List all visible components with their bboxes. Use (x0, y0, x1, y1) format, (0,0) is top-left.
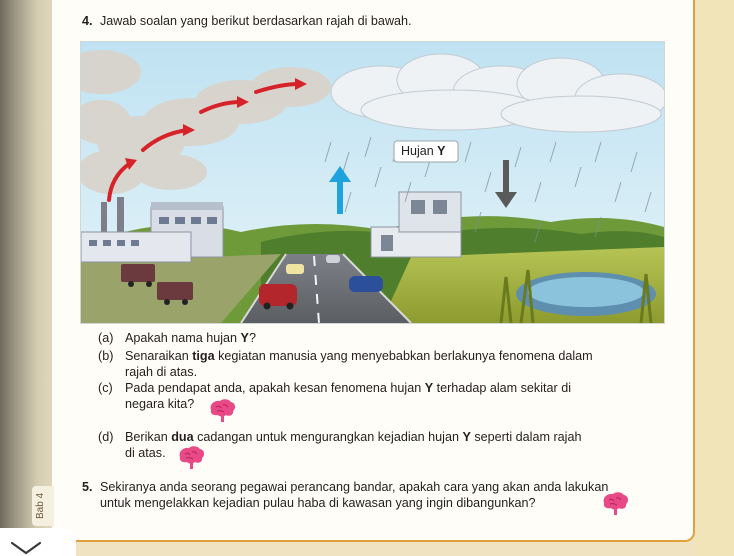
page-edge (696, 0, 734, 556)
brain-icon (207, 398, 237, 422)
brain-icon (176, 445, 206, 469)
acid-rain-illustration (80, 41, 665, 324)
illustration-svg (81, 42, 664, 323)
chapter-tab: Bab 4 (32, 486, 54, 526)
question-4c: (c) Pada pendapat anda, apakah kesan fenomena hujan Y terhadap alam sekitar di negara kita? (98, 381, 572, 411)
question-4b: (b) Senaraikan tiga kegiatan manusia yang menyebabkan berlakunya fenomena dalam rajah di atas. (98, 349, 593, 379)
chevron-down-icon (8, 540, 44, 556)
rain-label: Hujan Y (401, 144, 446, 158)
question-4a: (a) Apakah nama hujan Y? (98, 331, 256, 345)
collapse-button[interactable] (0, 528, 76, 556)
brain-icon (600, 491, 630, 515)
question-4d: (d) Berikan dua cadangan untuk mengurangkan kejadian hujan Y seperti dalam rajah di atas. (98, 430, 582, 460)
question-5: 5. Sekiranya anda seorang pegawai perancang bandar, apakah cara yang akan anda lakukan untuk mengelakkan kejadian pulau haba di kawasan yang ingin dibangunkan? (82, 480, 609, 510)
